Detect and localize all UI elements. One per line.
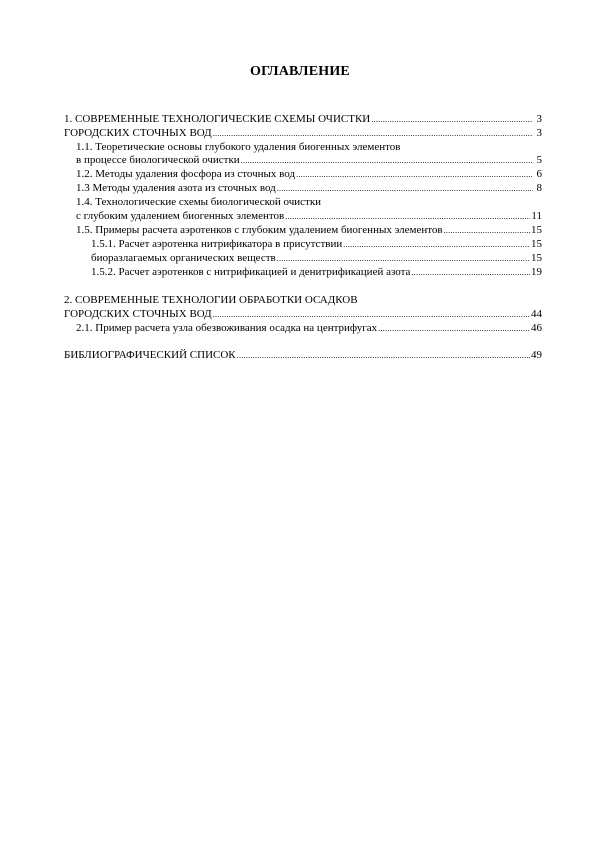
toc-entry-1-1-cont[interactable] xyxy=(76,154,542,167)
toc-entry-page: 19 xyxy=(531,266,542,278)
toc-dot-leader xyxy=(411,266,530,279)
toc-entry-page: 11 xyxy=(531,210,542,222)
toc-entry-1-5[interactable] xyxy=(76,224,542,237)
toc-entry-text: ГОРОДСКИХ СТОЧНЫХ ВОД xyxy=(64,308,212,320)
toc-entry-2-cont[interactable] xyxy=(64,308,542,321)
toc-entry-text: 1.3 Методы удаления азота из сточных вод xyxy=(76,182,276,194)
toc-entry-2[interactable]: 2. СОВРЕМЕННЫЕ ТЕХНОЛОГИИ ОБРАБОТКИ ОСАДКОВ xyxy=(64,294,358,306)
toc-dot-leader xyxy=(237,349,530,362)
toc-entry-1-2[interactable] xyxy=(76,168,542,181)
toc-entry-page: 15 xyxy=(531,252,542,264)
toc-dot-leader xyxy=(285,210,530,223)
page-title: ОГЛАВЛЕНИЕ xyxy=(250,64,350,79)
toc-entry-1-4-cont[interactable] xyxy=(76,210,542,223)
toc-entry-1[interactable] xyxy=(64,113,542,126)
toc-entry-page: 15 xyxy=(531,224,542,236)
toc-dot-leader xyxy=(444,224,530,237)
toc-entry-page: 8 xyxy=(536,182,542,194)
toc-dot-leader xyxy=(343,238,530,251)
toc-entry-page: 15 xyxy=(531,238,542,250)
toc-entry-1-4[interactable]: 1.4. Технологические схемы биологической очистки xyxy=(76,196,322,208)
toc-dot-leader xyxy=(241,154,533,167)
toc-entry-page: 3 xyxy=(536,127,542,139)
toc-entry-1-5-2[interactable] xyxy=(91,266,542,279)
toc-dot-leader xyxy=(277,182,533,195)
toc-dot-leader xyxy=(378,322,530,335)
toc-entry-1-5-1-cont[interactable] xyxy=(91,252,542,265)
toc-entry-text: 2.1. Пример расчета узла обезвоживания осадка на центрифугах xyxy=(76,322,378,334)
toc-entry-bibliography[interactable] xyxy=(64,349,542,362)
toc-dot-leader xyxy=(296,168,533,181)
toc-entry-text: 1.5.2. Расчет аэротенков с нитрификацией и денитрификацией азота xyxy=(91,266,411,278)
toc-entry-1-1[interactable]: 1.1. Теоретические основы глубокого удаления биогенных элементов xyxy=(76,141,401,153)
toc-entry-text: с глубоким удалением биогенных элементов xyxy=(76,210,285,222)
toc-dot-leader xyxy=(213,127,533,140)
toc-dot-leader xyxy=(213,308,530,321)
toc-entry-text: БИБЛИОГРАФИЧЕСКИЙ СПИСОК xyxy=(64,349,236,361)
toc-entry-text: 1.2. Методы удаления фосфора из сточных вод xyxy=(76,168,296,180)
toc-entry-text: ГОРОДСКИХ СТОЧНЫХ ВОД xyxy=(64,127,212,139)
toc-entry-text: 1. СОВРЕМЕННЫЕ ТЕХНОЛОГИЧЕСКИЕ СХЕМЫ ОЧИСТКИ xyxy=(64,113,371,125)
toc-entry-page: 44 xyxy=(531,308,542,320)
toc-entry-1-5-1[interactable] xyxy=(91,238,542,251)
toc-entry-page: 46 xyxy=(531,322,542,334)
toc-entry-1-cont[interactable] xyxy=(64,127,542,140)
toc-entry-2-1[interactable] xyxy=(76,322,542,335)
toc-entry-1-3[interactable] xyxy=(76,182,542,195)
toc-entry-page: 3 xyxy=(536,113,542,125)
toc-dot-leader xyxy=(277,252,530,265)
toc-entry-page: 5 xyxy=(536,154,542,166)
toc-entry-text: 1.5. Примеры расчета аэротенков с глубоким удалением биогенных элементов xyxy=(76,224,443,236)
toc-entry-text: 1.5.1. Расчет аэротенка нитрификатора в присутствии xyxy=(91,238,343,250)
toc-entry-text: биоразлагаемых органических веществ xyxy=(91,252,276,264)
toc-entry-text: в процессе биологической очистки xyxy=(76,154,240,166)
toc-entry-page: 6 xyxy=(536,168,542,180)
toc-entry-page: 49 xyxy=(531,349,542,361)
toc-dot-leader xyxy=(371,113,533,126)
